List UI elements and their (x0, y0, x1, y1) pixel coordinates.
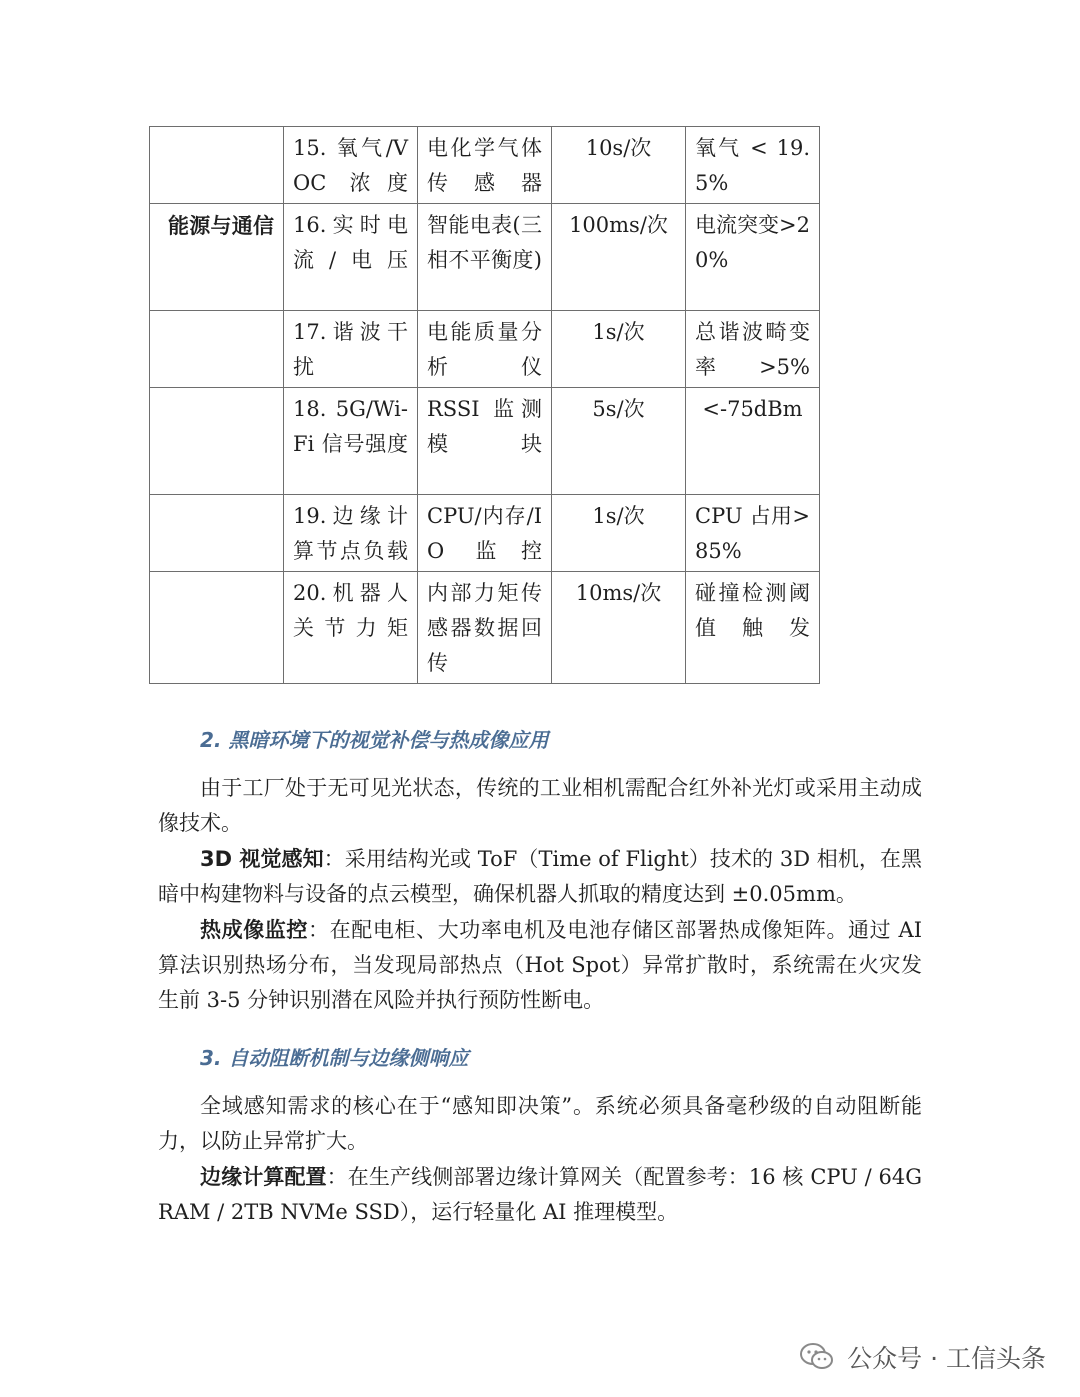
paragraph-text: ：在生产线侧部署边缘计算网关（配置参考：16 核 CPU / 64G RAM / 2TB NVMe SSD），运行轻量化 AI 推理模型。 (158, 1165, 922, 1224)
table-row (150, 572, 820, 684)
section-2-heading: 2. 黑暗环境下的视觉补偿与热成像应用 (200, 728, 549, 752)
category-cell (150, 388, 284, 495)
frequency-cell: 5s/次 (552, 388, 686, 495)
section-3-paragraph-1: 全域感知需求的核心在于“感知即决策”。系统必须具备毫秒级的自动阻断能力，以防止异常扩大。 (158, 1094, 922, 1153)
wechat-icon (799, 1342, 835, 1372)
frequency-cell: 1s/次 (552, 311, 686, 388)
section-2-paragraph-3 (158, 913, 922, 1018)
item-cell: 15. 氧气/VOC 浓度 (284, 127, 418, 204)
bold-label: 边缘计算配置 (200, 1165, 327, 1189)
category-cell (150, 127, 284, 204)
sensor-cell: CPU/内存/IO 监控 (418, 495, 552, 572)
category-cell (150, 495, 284, 572)
frequency-cell: 100ms/次 (552, 204, 686, 311)
table-row (150, 388, 820, 495)
sensor-cell: 智能电表(三相不平衡度) (418, 204, 552, 311)
item-cell: 20.机器人关节力矩 (284, 572, 418, 684)
threshold-cell: 氧气 < 19.5% (686, 127, 820, 204)
sensor-cell: RSSI 监测模块 (418, 388, 552, 495)
paragraph-text: ：采用结构光或 ToF（Time of Flight）技术的 3D 相机，在黑暗中构建物料与设备的点云模型，确保机器人抓取的精度达到 ±0.05mm。 (158, 847, 922, 906)
frequency-cell: 1s/次 (552, 495, 686, 572)
section-2-paragraph-1: 由于工厂处于无可见光状态，传统的工业相机需配合红外补光灯或采用主动成像技术。 (158, 776, 922, 835)
table-row (150, 127, 820, 204)
table-row (150, 495, 820, 572)
watermark-text: 公众号 · 工信头条 (847, 1344, 1046, 1373)
section-2-paragraph-2 (158, 842, 922, 912)
item-cell: 17.谐波干扰 (284, 311, 418, 388)
section-3-heading: 3. 自动阻断机制与边缘侧响应 (200, 1046, 469, 1070)
frequency-cell: 10s/次 (552, 127, 686, 204)
table-row (150, 311, 820, 388)
item-cell: 18. 5G/Wi-Fi 信号强度 (284, 388, 418, 495)
sensor-table (149, 126, 820, 684)
sensor-cell: 内部力矩传感器数据回传 (418, 572, 552, 684)
threshold-cell: CPU 占用>85% (686, 495, 820, 572)
sensor-cell: 电化学气体传感器 (418, 127, 552, 204)
threshold-cell: <-75dBm (686, 388, 820, 495)
category-cell: 能源与通信 (150, 204, 284, 311)
frequency-cell: 10ms/次 (552, 572, 686, 684)
item-cell: 16.实时电流/电压 (284, 204, 418, 311)
sensor-cell: 电能质量分析仪 (418, 311, 552, 388)
threshold-cell: 电流突变>20% (686, 204, 820, 311)
paragraph-text: ：在配电柜、大功率电机及电池存储区部署热成像矩阵。通过 AI 算法识别热场分布，当发现局部热点（Hot Spot）异常扩散时，系统需在火灾发生前 3-5 分钟识别潜在风险并执行预防性断电。 (158, 918, 922, 1012)
bold-label: 3D 视觉感知 (200, 847, 324, 871)
section-3-paragraph-2 (158, 1160, 922, 1230)
category-cell (150, 572, 284, 684)
item-cell: 19.边缘计算节点负载 (284, 495, 418, 572)
table-row (150, 204, 820, 311)
bold-label: 热成像监控 (200, 918, 309, 942)
category-cell (150, 311, 284, 388)
threshold-cell: 碰撞检测阈值触发 (686, 572, 820, 684)
watermark (799, 1339, 1046, 1375)
threshold-cell: 总谐波畸变率>5% (686, 311, 820, 388)
